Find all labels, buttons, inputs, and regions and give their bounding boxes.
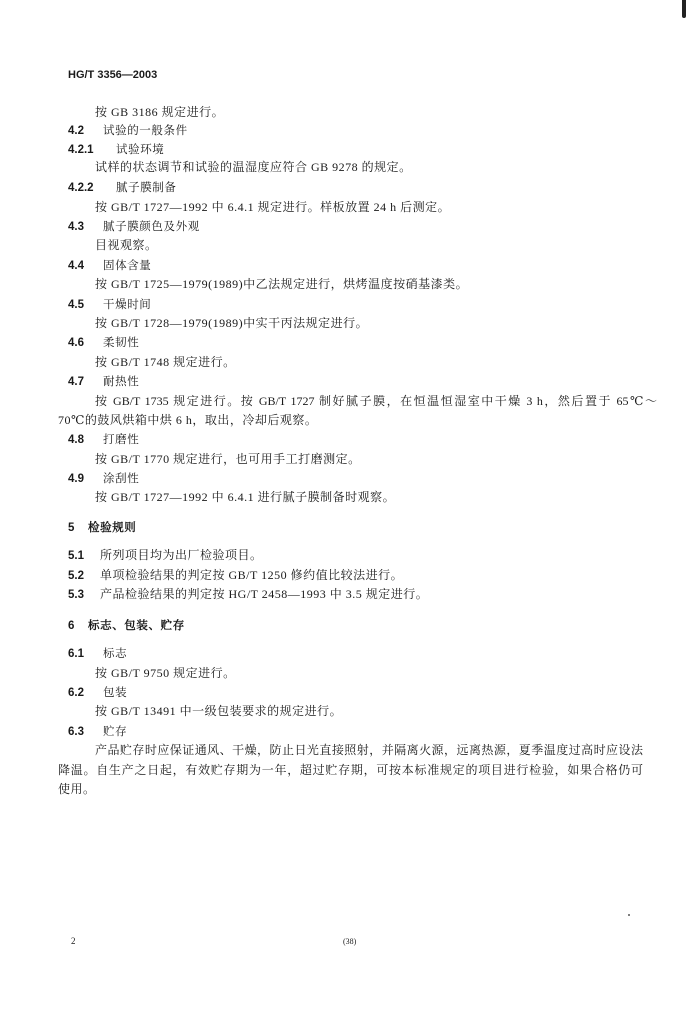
clause-4-3-text: 目视观察。 [95, 238, 158, 252]
clause-title: 干燥时间 [103, 297, 152, 311]
clause-4-9-heading [68, 470, 139, 486]
clause-title: 包装 [103, 685, 128, 699]
clause-number: 6.3 [68, 726, 84, 738]
clause-title: 柔韧性 [103, 335, 140, 349]
clause-number: 4.2.2 [68, 182, 94, 194]
clause-4-2-1-text: 试样的状态调节和试验的温湿度应符合 GB 9278 的规定。 [95, 160, 412, 174]
clause-number: 5.2 [68, 570, 84, 582]
clause-6-2-text: 按 GB/T 13491 中一级包装要求的规定进行。 [95, 704, 343, 718]
clause-number: 4.3 [68, 221, 84, 233]
clause-number: 4.6 [68, 337, 84, 349]
sheet-number: (38) [343, 937, 357, 946]
clause-6-2-heading [68, 684, 127, 700]
section-number: 6 [68, 620, 75, 632]
clause-6-1-text: 按 GB/T 9750 规定进行。 [95, 666, 236, 680]
scan-artifact [682, 0, 686, 18]
section-number: 5 [68, 522, 75, 534]
clause-4-5-text: 按 GB/T 1728—1979(1989)中实干丙法规定进行。 [95, 316, 369, 330]
clause-4-2-1-heading [68, 141, 164, 157]
clause-5-1 [68, 547, 263, 563]
clause-6-3-heading [68, 723, 127, 739]
scan-speck [628, 914, 630, 916]
clause-title: 贮存 [103, 724, 128, 738]
clause-5-2 [68, 567, 403, 583]
clause-6-3-text-line-2: 降温。自生产之日起，有效贮存期为一年，超过贮存期，可按本标准规定的项目进行检验，如果合格仍可 [58, 763, 643, 777]
clause-title: 打磨性 [103, 432, 140, 446]
clause-4-7-text-line-1: 按 GB/T 1735 规定进行。按 GB/T 1727 制好腻子膜，在恒温恒湿室中干燥 3 h，然后置于 65℃～ [95, 394, 657, 408]
clause-text: 产品检验结果的判定按 HG/T 2458—1993 中 3.5 规定进行。 [100, 587, 429, 601]
clause-4-2-heading [68, 122, 188, 138]
clause-number: 4.2 [68, 125, 84, 137]
clause-4-5-heading [68, 296, 151, 312]
clause-6-3-text-line-1: 产品贮存时应保证通风、干燥，防止日光直接照射，并隔离火源，远离热源，夏季温度过高时应设法 [95, 743, 643, 757]
clause-text: 所列项目均为出厂检验项目。 [100, 548, 263, 562]
clause-4-2-2-heading [68, 179, 177, 195]
clause-number: 4.5 [68, 299, 84, 311]
clause-4-4-text: 按 GB/T 1725—1979(1989)中乙法规定进行，烘烤温度按硝基漆类。 [95, 277, 469, 291]
clause-number: 4.4 [68, 260, 84, 272]
clause-6-1-heading [68, 645, 127, 661]
clause-4-2-2-text: 按 GB/T 1727—1992 中 6.4.1 规定进行。样板放置 24 h 后测定。 [95, 200, 451, 214]
clause-title: 试验的一般条件 [103, 123, 188, 137]
clause-4-9-text: 按 GB/T 1727—1992 中 6.4.1 进行腻子膜制备时观察。 [95, 490, 396, 504]
clause-title: 腻子膜颜色及外观 [103, 219, 200, 233]
clause-4-6-text: 按 GB/T 1748 规定进行。 [95, 355, 236, 369]
clause-4-7-text-line-2: 70℃的鼓风烘箱中烘 6 h，取出，冷却后观察。 [58, 413, 318, 427]
clause-title: 腻子膜制备 [116, 180, 177, 194]
clause-title: 标志 [103, 646, 128, 660]
clause-number: 6.1 [68, 648, 84, 660]
clause-4-8-text: 按 GB/T 1770 规定进行，也可用手工打磨测定。 [95, 452, 361, 466]
clause-number: 5.3 [68, 589, 84, 601]
clause-4-7-heading [68, 373, 139, 389]
clause-4-3-heading [68, 218, 200, 234]
clause-title: 涂刮性 [103, 471, 140, 485]
clause-4-4-heading [68, 257, 151, 273]
section-6-heading [68, 617, 185, 633]
section-title: 检验规则 [88, 520, 137, 534]
clause-number: 4.9 [68, 473, 84, 485]
clause-number: 6.2 [68, 687, 84, 699]
clause-6-3-text-line-3: 使用。 [58, 782, 96, 796]
clause-title: 试验环境 [116, 142, 165, 156]
clause-title: 固体含量 [103, 258, 152, 272]
clause-number: 4.8 [68, 434, 84, 446]
clause-number: 4.7 [68, 376, 84, 388]
clause-4-1-continuation: 按 GB 3186 规定进行。 [95, 105, 225, 119]
clause-title: 耐热性 [103, 374, 140, 388]
clause-5-3 [68, 586, 428, 602]
section-title: 标志、包装、贮存 [88, 618, 185, 632]
clause-number: 4.2.1 [68, 144, 94, 156]
clause-text: 单项检验结果的判定按 GB/T 1250 修约值比较法进行。 [100, 568, 404, 582]
standard-code-header: HG/T 3356—2003 [68, 69, 158, 81]
clause-4-8-heading [68, 431, 139, 447]
clause-4-6-heading [68, 334, 139, 350]
page-number: 2 [71, 936, 76, 946]
section-5-heading [68, 519, 136, 535]
clause-number: 5.1 [68, 550, 84, 562]
